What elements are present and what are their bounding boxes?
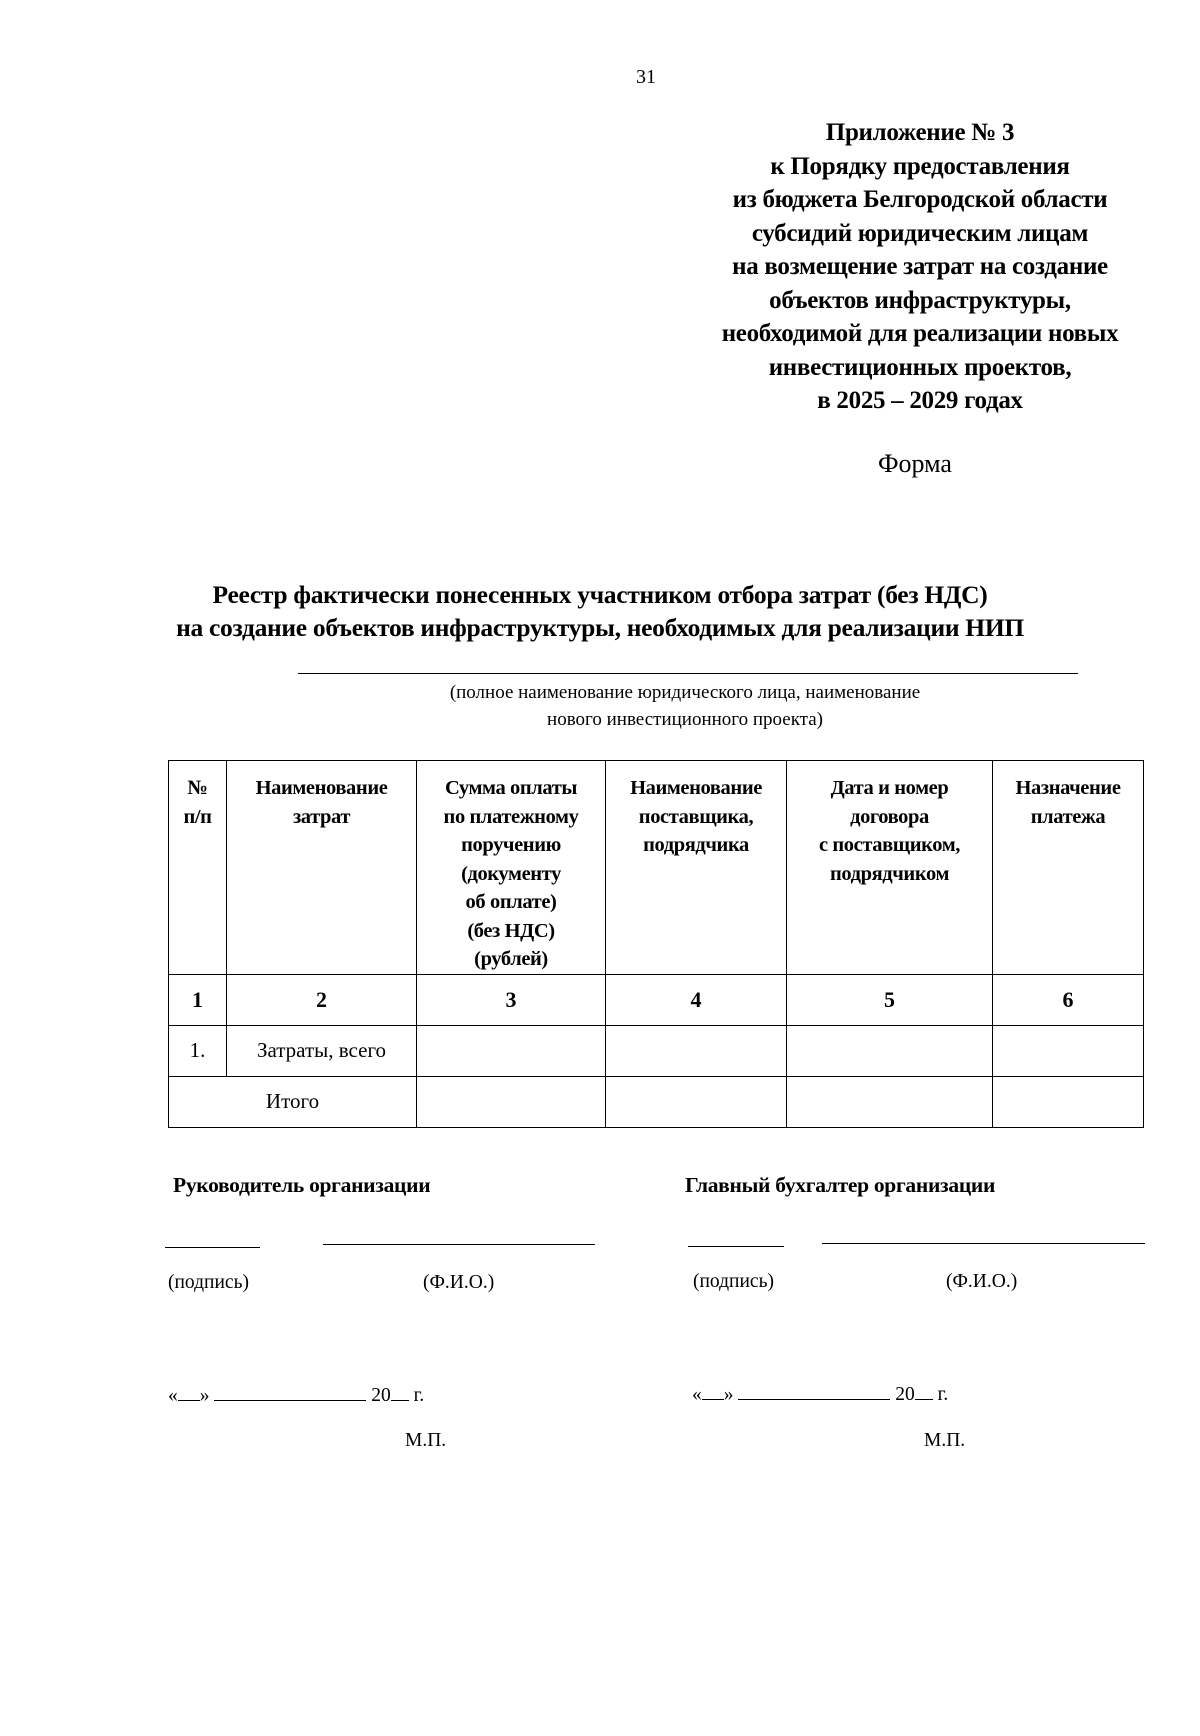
header-text: затрат <box>292 805 351 828</box>
supplier-cell[interactable] <box>606 1025 787 1076</box>
total-contract-cell[interactable] <box>787 1076 993 1127</box>
appendix-line: инвестиционных проектов, <box>768 353 1072 381</box>
column-number: 3 <box>417 974 606 1025</box>
header-text: подрядчиком <box>829 862 950 885</box>
appendix-line: к Порядку предоставления <box>770 152 1070 180</box>
manager-date <box>168 1382 424 1407</box>
organization-name-field[interactable] <box>298 673 1078 674</box>
column-number: 6 <box>993 974 1144 1025</box>
header-text: Назначение <box>1015 777 1121 799</box>
appendix-line: в 2025 – 2029 годах <box>817 387 1023 414</box>
registry-table <box>168 760 1144 1128</box>
registry-title <box>120 578 1080 644</box>
appendix-line: на возмещение затрат на создание <box>732 253 1108 280</box>
accountant-heading: Главный бухгалтер организации <box>685 1173 996 1197</box>
header-text: Сумма оплаты <box>445 777 577 799</box>
appendix-line: необходимой для реализации новых <box>721 320 1119 347</box>
header-text: об оплате) <box>465 891 557 913</box>
header-text: Наименование <box>255 777 388 799</box>
registry-title-line: на создание объектов инфраструктуры, необходимых для реализации НИП <box>176 613 1024 642</box>
day-field[interactable] <box>702 1381 724 1400</box>
appendix-header <box>680 116 1160 418</box>
month-field[interactable] <box>214 1382 366 1401</box>
column-number: 2 <box>227 974 417 1025</box>
year-suffix: г. <box>413 1385 425 1406</box>
header-payment-purpose <box>993 761 1144 975</box>
manager-signature-line[interactable] <box>165 1247 260 1248</box>
header-text: п/п <box>183 805 212 828</box>
total-sum-cell[interactable] <box>417 1076 606 1127</box>
accountant-signature-caption: (подпись) <box>693 1271 774 1292</box>
organization-name-caption <box>360 679 1010 733</box>
appendix-line: субсидий юридическим лицам <box>751 219 1089 247</box>
column-number: 4 <box>606 974 787 1025</box>
contract-cell[interactable] <box>787 1025 993 1076</box>
year-prefix: 20 <box>895 1384 915 1405</box>
manager-stamp: М.П. <box>405 1430 447 1451</box>
manager-signature-caption: (подпись) <box>168 1272 249 1293</box>
header-text: (документу <box>461 862 561 885</box>
total-row <box>169 1076 1144 1127</box>
total-supplier-cell[interactable] <box>606 1076 787 1127</box>
accountant-stamp: М.П. <box>924 1430 966 1451</box>
header-text: (без НДС) <box>467 919 555 942</box>
caption-line: нового инвестиционного проекта) <box>547 709 823 730</box>
caption-line: (полное наименование юридического лица, наименование <box>449 682 921 703</box>
column-number: 1 <box>169 974 227 1025</box>
form-label: Форма <box>878 449 952 478</box>
month-field[interactable] <box>738 1381 890 1400</box>
manager-heading: Руководитель организации <box>173 1173 431 1197</box>
header-text: № <box>187 777 208 799</box>
header-text: поставщика, <box>638 805 754 828</box>
year-suffix: г. <box>937 1384 949 1405</box>
manager-name-line[interactable] <box>323 1244 595 1245</box>
header-cost-name <box>227 761 417 975</box>
registry-title-line: Реестр фактически понесенных участником отбора затрат (без НДС) <box>212 580 988 609</box>
column-number-row <box>169 974 1144 1025</box>
header-text: Дата и номер <box>830 777 949 799</box>
appendix-line: из бюджета Белгородской области <box>732 186 1108 213</box>
page-number: 31 <box>636 66 656 88</box>
total-label: Итого <box>169 1076 417 1127</box>
year-field[interactable] <box>915 1381 933 1400</box>
header-text: договора <box>850 805 929 828</box>
header-number <box>169 761 227 975</box>
accountant-name-line[interactable] <box>822 1243 1145 1244</box>
row-number-cell: 1. <box>169 1025 227 1076</box>
date-close-quote: » <box>199 1385 210 1406</box>
payment-sum-cell[interactable] <box>417 1025 606 1076</box>
date-open-quote: « <box>692 1384 702 1405</box>
header-supplier <box>606 761 787 975</box>
header-contract <box>787 761 993 975</box>
header-text: с поставщиком, <box>818 834 961 856</box>
header-text: поручению <box>461 834 561 856</box>
header-payment-sum <box>417 761 606 975</box>
header-text: подрядчика <box>643 834 749 856</box>
cost-name-cell: Затраты, всего <box>227 1025 417 1076</box>
manager-name-caption: (Ф.И.О.) <box>423 1272 495 1293</box>
header-text: платежа <box>1030 805 1106 828</box>
accountant-signature-line[interactable] <box>688 1246 784 1247</box>
header-text: (рублей) <box>474 948 548 970</box>
year-field[interactable] <box>391 1382 409 1401</box>
purpose-cell[interactable] <box>993 1025 1144 1076</box>
date-open-quote: « <box>168 1385 178 1406</box>
day-field[interactable] <box>178 1382 200 1401</box>
appendix-line: Приложение № 3 <box>825 119 1015 146</box>
accountant-name-caption: (Ф.И.О.) <box>946 1271 1018 1292</box>
header-text: Наименование <box>630 777 762 799</box>
total-purpose-cell[interactable] <box>993 1076 1144 1127</box>
column-number: 5 <box>787 974 993 1025</box>
accountant-date <box>692 1381 948 1406</box>
header-text: по платежному <box>443 805 579 828</box>
date-close-quote: » <box>723 1384 734 1405</box>
appendix-line: объектов инфраструктуры, <box>769 286 1071 314</box>
year-prefix: 20 <box>371 1385 391 1406</box>
table-row <box>169 1025 1144 1076</box>
table-header-row <box>169 761 1144 975</box>
